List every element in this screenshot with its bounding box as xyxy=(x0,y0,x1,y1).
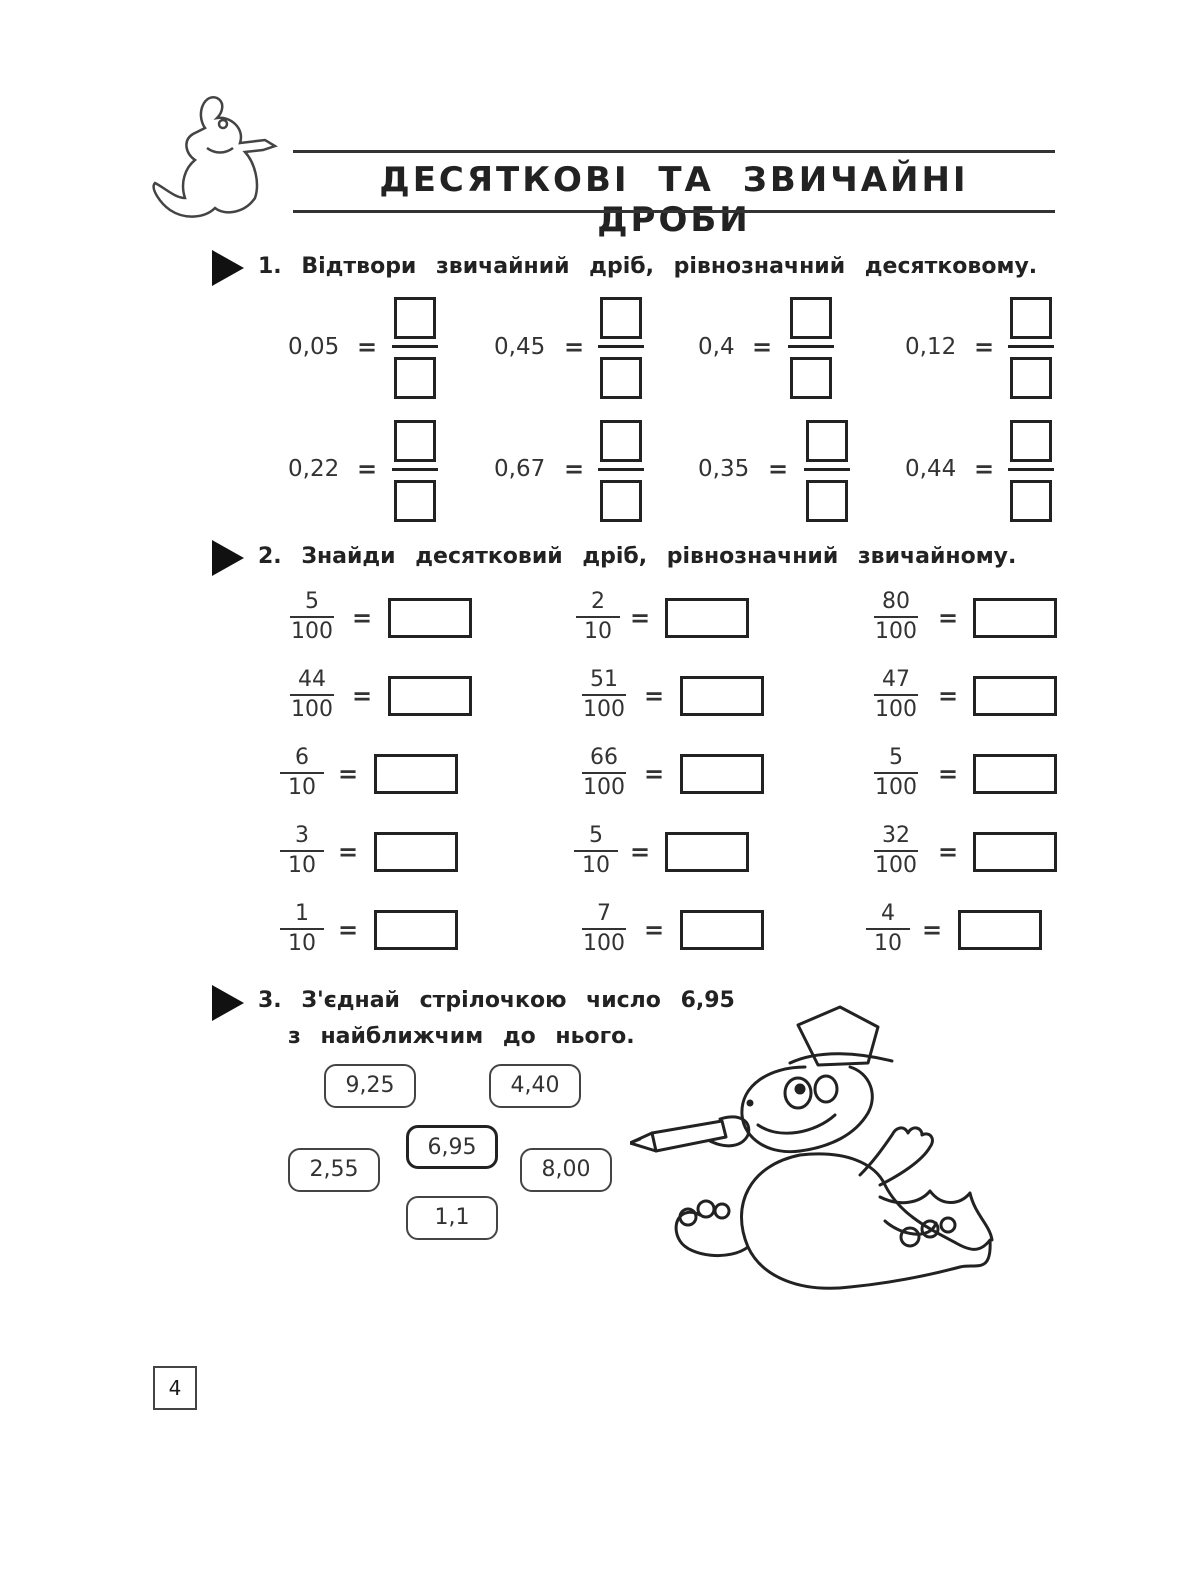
bullet-arrow-icon xyxy=(212,985,244,1021)
equals-sign: = xyxy=(630,604,651,632)
equals-sign: = xyxy=(357,333,378,361)
equals-sign: = xyxy=(974,333,995,361)
equals-sign: = xyxy=(630,838,651,866)
equals-sign: = xyxy=(644,682,665,710)
answer-box[interactable] xyxy=(374,754,458,794)
equals-sign: = xyxy=(938,604,959,632)
denominator-box[interactable] xyxy=(394,357,436,399)
common-fraction: 32 100 xyxy=(875,823,917,878)
common-fraction: 5 100 xyxy=(291,589,333,644)
denominator-box[interactable] xyxy=(600,357,642,399)
title-top-rule xyxy=(293,150,1055,153)
answer-box[interactable] xyxy=(665,832,749,872)
target-number-pill[interactable]: 6,95 xyxy=(406,1125,498,1169)
fraction-line xyxy=(392,468,438,471)
answer-box[interactable] xyxy=(973,676,1057,716)
common-fraction: 51 100 xyxy=(583,667,625,722)
common-fraction: 5 10 xyxy=(570,824,622,878)
page-title: ДЕСЯТКОВІ ТА ЗВИЧАЙНІ ДРОБИ xyxy=(379,160,969,240)
common-fraction: 2 10 xyxy=(572,590,624,644)
dinosaur-mascot-icon xyxy=(630,985,1000,1325)
equals-sign: = xyxy=(938,682,959,710)
option-pill[interactable]: 9,25 xyxy=(324,1064,416,1108)
fraction-line xyxy=(598,468,644,471)
equals-sign: = xyxy=(922,916,943,944)
denominator-box[interactable] xyxy=(1010,357,1052,399)
common-fraction: 3 10 xyxy=(276,824,328,878)
decimal-value: 0,4 xyxy=(698,334,735,360)
common-fraction: 47 100 xyxy=(875,667,917,722)
task2-label: 2. Знайди десятковий дріб, рівнозначний звичайному. xyxy=(258,544,1017,569)
denominator-box[interactable] xyxy=(600,480,642,522)
equals-sign: = xyxy=(357,455,378,483)
fraction-line xyxy=(804,468,850,471)
equals-sign: = xyxy=(768,455,789,483)
denominator-box[interactable] xyxy=(806,480,848,522)
numerator-box[interactable] xyxy=(600,297,642,339)
fraction-line xyxy=(392,345,438,348)
answer-box[interactable] xyxy=(388,676,472,716)
equals-sign: = xyxy=(752,333,773,361)
common-fraction: 7 100 xyxy=(583,901,625,956)
equals-sign: = xyxy=(352,604,373,632)
equals-sign: = xyxy=(352,682,373,710)
option-pill[interactable]: 4,40 xyxy=(489,1064,581,1108)
common-fraction: 66 100 xyxy=(583,745,625,800)
answer-box[interactable] xyxy=(388,598,472,638)
denominator-box[interactable] xyxy=(790,357,832,399)
task3-label-line2: з найближчим до нього. xyxy=(288,1024,635,1049)
decimal-value: 0,45 xyxy=(494,334,546,360)
common-fraction: 80 100 xyxy=(875,589,917,644)
option-pill[interactable]: 1,1 xyxy=(406,1196,498,1240)
answer-box[interactable] xyxy=(374,910,458,950)
option-pill[interactable]: 2,55 xyxy=(288,1148,380,1192)
decimal-value: 0,05 xyxy=(288,334,340,360)
bullet-arrow-icon xyxy=(212,250,244,286)
equals-sign: = xyxy=(938,760,959,788)
fraction-line xyxy=(788,345,834,348)
answer-box[interactable] xyxy=(680,910,764,950)
common-fraction: 1 10 xyxy=(276,902,328,956)
common-fraction: 5 100 xyxy=(875,745,917,800)
denominator-box[interactable] xyxy=(394,480,436,522)
option-pill[interactable]: 8,00 xyxy=(520,1148,612,1192)
answer-box[interactable] xyxy=(958,910,1042,950)
numerator-box[interactable] xyxy=(600,420,642,462)
equals-sign: = xyxy=(338,760,359,788)
task3-label-line1: 3. З'єднай стрілочкою число 6,95 xyxy=(258,988,735,1013)
fraction-line xyxy=(1008,468,1054,471)
denominator-box[interactable] xyxy=(1010,480,1052,522)
numerator-box[interactable] xyxy=(1010,297,1052,339)
equals-sign: = xyxy=(564,455,585,483)
title-bottom-rule xyxy=(293,210,1055,213)
equals-sign: = xyxy=(644,760,665,788)
common-fraction: 44 100 xyxy=(291,667,333,722)
numerator-box[interactable] xyxy=(394,297,436,339)
answer-box[interactable] xyxy=(680,676,764,716)
equals-sign: = xyxy=(564,333,585,361)
answer-box[interactable] xyxy=(680,754,764,794)
decimal-value: 0,67 xyxy=(494,456,546,482)
answer-box[interactable] xyxy=(973,832,1057,872)
fraction-line xyxy=(1008,345,1054,348)
numerator-box[interactable] xyxy=(1010,420,1052,462)
answer-box[interactable] xyxy=(374,832,458,872)
numerator-box[interactable] xyxy=(806,420,848,462)
common-fraction: 4 10 xyxy=(862,902,914,956)
numerator-box[interactable] xyxy=(790,297,832,339)
equals-sign: = xyxy=(644,916,665,944)
decimal-value: 0,22 xyxy=(288,456,340,482)
answer-box[interactable] xyxy=(973,598,1057,638)
common-fraction: 6 10 xyxy=(276,746,328,800)
equals-sign: = xyxy=(338,838,359,866)
equals-sign: = xyxy=(974,455,995,483)
answer-box[interactable] xyxy=(973,754,1057,794)
decimal-value: 0,44 xyxy=(905,456,957,482)
fraction-line xyxy=(598,345,644,348)
dinosaur-mascot-small-icon xyxy=(145,88,285,228)
equals-sign: = xyxy=(338,916,359,944)
bullet-arrow-icon xyxy=(212,540,244,576)
answer-box[interactable] xyxy=(665,598,749,638)
numerator-box[interactable] xyxy=(394,420,436,462)
decimal-value: 0,35 xyxy=(698,456,750,482)
equals-sign: = xyxy=(938,838,959,866)
task1-label: 1. Відтвори звичайний дріб, рівнозначний десятковому. xyxy=(258,254,1038,279)
decimal-value: 0,12 xyxy=(905,334,957,360)
page-number: 4 xyxy=(153,1366,197,1410)
